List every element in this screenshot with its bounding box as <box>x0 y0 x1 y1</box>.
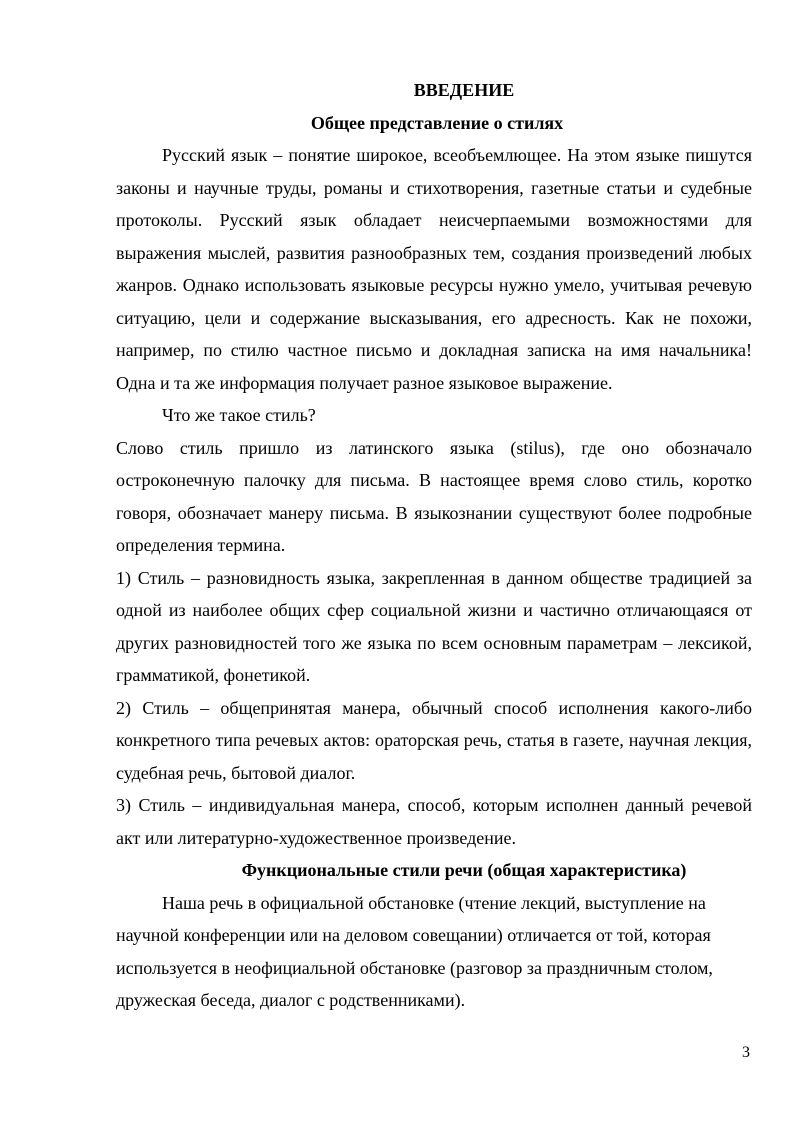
definition-item-2: 2) Стиль – общепринятая манера, обычный способ исполнения какого-либо конкретного типа речевых актов: ораторская речь, статья в газете, научная лекция, судебная речь, бытовой диалог. <box>116 697 752 783</box>
document-page <box>116 74 752 1017</box>
section-heading: Функциональные стили речи (общая характеристика) <box>241 860 687 880</box>
paragraph-etymology: Слово стиль пришло из латинского языка (stilus), где оно обозначало остроконечную палочку для письма. В настоящее время слово стиль, коротко говоря, обозначает манеру письма. В языкознании существуют более подробные определения термина. <box>116 437 752 555</box>
document-subheading: Общее представление о стилях <box>310 112 564 133</box>
paragraph-intro: Русский язык – понятие широкое, всеобъемлющее. На этом языке пишутся законы и научные труды, романы и стихотворения, газетные статьи и судебные протоколы. Русский язык обладает неисчерпаемыми возможностями для выражения мыслей, развития разнообразных тем, создания произведений любых жанров. Однако использовать языковые ресурсы нужно умело, учитывая речевую ситуацию, цели и содержание высказывания, его адресность. Как не похожи, например, по стилю частное письмо и докладная записка на имя начальника! Одна и та же информация получает разное языковое выражение. <box>116 145 752 393</box>
paragraph-question: Что же такое стиль? <box>162 405 316 425</box>
document-heading: ВВЕДЕНИЕ <box>413 80 515 100</box>
page-number: 3 <box>742 1044 750 1061</box>
section-paragraph: Наша речь в официальной обстановке (чтение лекций, выступление на научной конференции или на деловом совещании) отличается от той, которая используется в неофициальной обстановке (разговор за праздничным столом, дружеская беседа, диалог с родственниками). <box>116 892 713 1010</box>
definition-item-3: 3) Стиль – индивидуальная манера, способ, которым исполнен данный речевой акт или литературно-художественное произведение. <box>116 795 752 848</box>
definition-item-1: 1) Стиль – разновидность языка, закрепленная в данном обществе традицией за одной из наиболее общих сфер социальной жизни и частично отличающаяся от других разновидностей того же языка по всем основным параметрам – лексикой, грамматикой, фонетикой. <box>116 567 752 685</box>
